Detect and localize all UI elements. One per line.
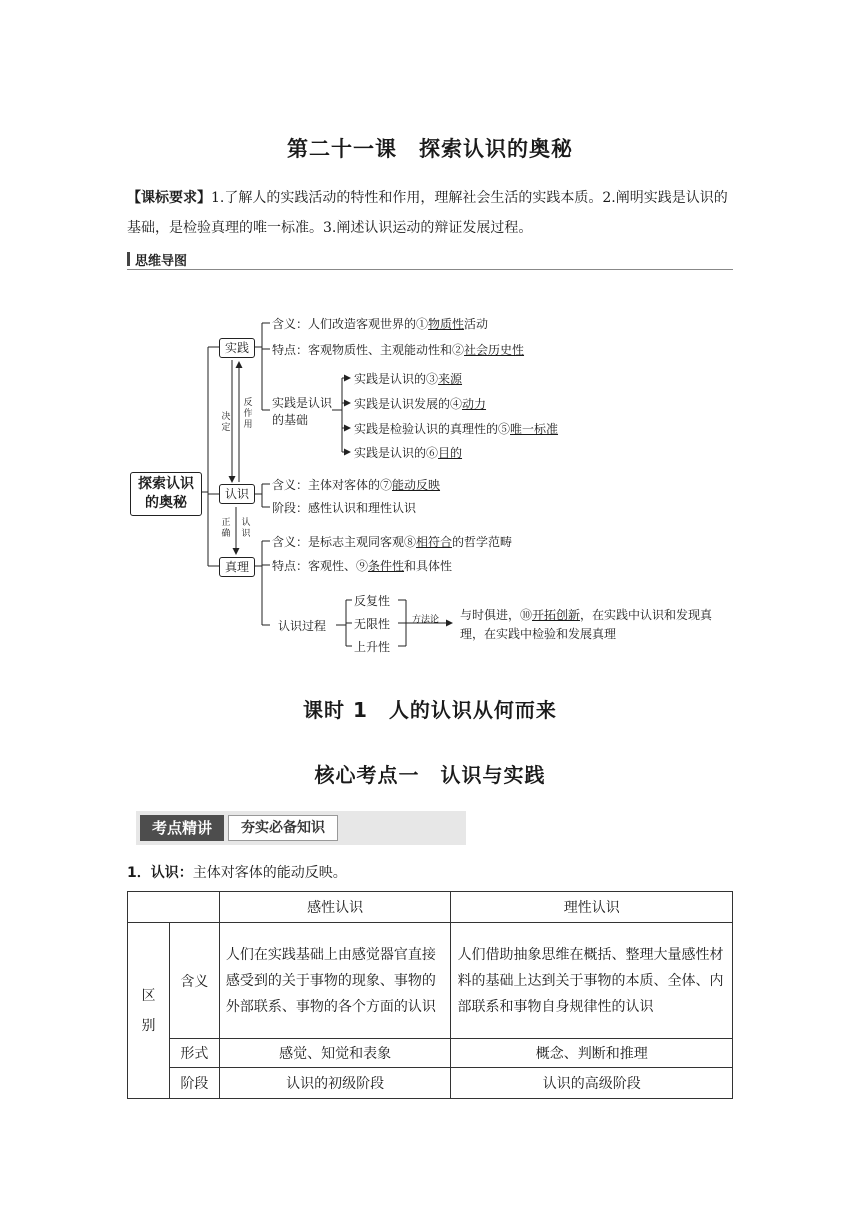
mindmap-header-label: 思维导图 [135,254,188,269]
practice-basis-label: 实践是认识的基础 [272,396,333,427]
process-item: 上升性 [354,640,391,654]
comparison-table [127,891,733,1099]
table-cell: 认识的高级阶段 [451,1068,733,1099]
table-key-cell: 形式 [169,1039,219,1068]
basis-item: 实践是认识的⑥目的 [354,446,463,460]
label-correct: 正确 [221,518,231,539]
para-1-text: 主体对客体的能动反映。 [192,865,347,881]
point-title: 核心考点一 认识与实践 [314,763,546,787]
truth-meaning: 含义：是标志主观同客观⑧相符合的哲学范畴 [272,535,513,549]
node-truth: 真理 [219,557,255,577]
table-key-cell: 含义 [169,923,219,1039]
table-cell: 人们借助抽象思维在概括、整理大量感性材料的基础上达到关于事物的本质、全体、内部联系和事物自身规律性的认识 [451,923,733,1039]
table-cell: 感觉、知觉和表象 [219,1039,451,1068]
basis-item: 实践是认识发展的④动力 [354,397,487,411]
table-header-cell [128,892,220,923]
basis-item: 实践是认识的③来源 [354,372,463,386]
table-cell: 人们在实践基础上由感觉器官直接感受到的关于事物的现象、事物的外部联系、事物的各个方面的认识 [219,923,451,1039]
table-header-cell: 理性认识 [451,892,733,923]
knowledge-meaning: 含义：主体对客体的⑦能动反映 [272,478,441,492]
para-1 [127,862,347,882]
method-label: 方法论 [412,615,440,625]
chapter-title: 第二十一课 探索认识的奥秘 [287,137,573,161]
table-group-cell: 区别 [128,923,170,1099]
section-badge [136,811,466,845]
truth-feature: 特点：客观性、⑨条件性和具体性 [272,559,453,573]
table-header-cell: 感性认识 [219,892,451,923]
table-row [128,1068,733,1099]
label-react: 反作用 [243,398,253,430]
process-item: 无限性 [354,617,391,631]
para-1-label: 1．认识： [127,865,193,881]
knowledge-stage: 阶段：感性认识和理性认识 [272,501,417,515]
basis-item: 实践是检验认识的真理性的⑤唯一标准 [354,422,559,436]
process-item: 反复性 [354,594,391,608]
table-key-cell: 阶段 [169,1068,219,1099]
requirement-text: 1.了解人的实践活动的特性和作用，理解社会生活的实践本质。2.阐明实践是认识的基础，是检验真理的唯一标准。3.阐述认识运动的辩证发展过程。 [127,190,728,236]
table-cell: 概念、判断和推理 [451,1039,733,1068]
node-practice: 实践 [219,338,255,358]
label-knowledge-v: 认识 [241,518,251,539]
table-cell: 认识的初级阶段 [219,1068,451,1099]
table-row [128,1039,733,1068]
truth-process-label: 认识过程 [278,619,327,633]
lesson-title: 课时 1 人的认识从何而来 [303,698,557,722]
mindmap-root [130,472,202,516]
table-header-row [128,892,733,923]
root-label: 探索认识的奥秘 [138,476,194,511]
table-row [128,923,733,1039]
badge-left: 考点精讲 [140,815,224,841]
truth-conclusion-line2: 理，在实践中检验和发展真理 [460,627,617,641]
practice-feature: 特点：客观物质性、主观能动性和②社会历史性 [272,343,525,357]
badge-right: 夯实必备知识 [228,815,338,841]
requirement-label: 【课标要求】 [127,190,211,206]
node-knowledge: 认识 [219,484,255,504]
truth-conclusion-line1: 与时俱进，⑩开拓创新，在实践中认识和发现真 [460,608,713,622]
label-decide: 决定 [221,412,231,433]
practice-meaning: 含义：人们改造客观世界的①物质性活动 [272,317,489,331]
